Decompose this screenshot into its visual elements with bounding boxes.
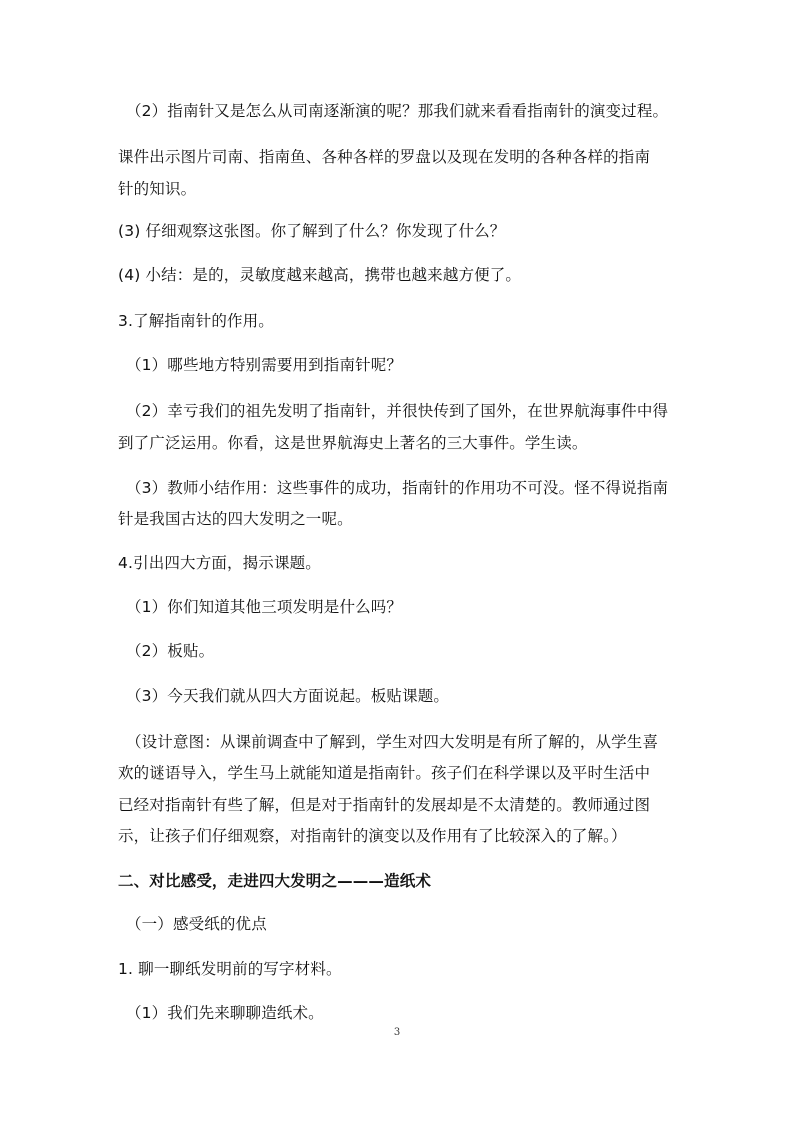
paragraph-line: （1）哪些地方特别需要用到指南针呢？ xyxy=(126,356,403,374)
section-heading: 3.了解指南针的作用。 xyxy=(118,312,274,330)
paragraph-line: 课件出示图片司南、指南鱼、各种各样的罗盘以及现在发明的各种各样的指南 xyxy=(118,148,651,166)
section-heading: 4.引出四大方面，揭示课题。 xyxy=(118,554,321,572)
paragraph-line: （1）你们知道其他三项发明是什么吗？ xyxy=(126,598,403,616)
paragraph-line: （3）教师小结作用：这些事件的成功，指南针的作用功不可没。怪不得说指南 xyxy=(126,479,669,497)
paragraph-line: （设计意图：从课前调查中了解到，学生对四大发明是有所了解的，从学生喜 xyxy=(126,733,659,751)
chapter-heading: 二、对比感受，走进四大发明之———造纸术 xyxy=(118,872,432,890)
paragraph-line: （2）指南针又是怎么从司南逐渐演的呢？那我们就来看看指南针的演变过程。 xyxy=(126,102,669,120)
paragraph-line: （1）我们先来聊聊造纸术。 xyxy=(126,1004,324,1022)
paragraph-line: 示，让孩子们仔细观察，对指南针的演变以及作用有了比较深入的了解。） xyxy=(118,827,627,845)
subsection-heading: （一）感受纸的优点 xyxy=(126,915,267,933)
section-heading: 1. 聊一聊纸发明前的写字材料。 xyxy=(118,960,342,978)
paragraph-line: 到了广泛运用。你看，这是世界航海史上著名的三大事件。学生读。 xyxy=(118,434,588,452)
paragraph-line: （3）今天我们就从四大方面说起。板贴课题。 xyxy=(126,687,450,705)
page-number: 3 xyxy=(393,1027,401,1038)
paragraph-line: 已经对指南针有些了解，但是对于指南针的发展却是不太清楚的。教师通过图 xyxy=(118,796,651,814)
paragraph-line: 针是我国古达的四大发明之一呢。 xyxy=(118,510,353,528)
paragraph-line: (3) 仔细观察这张图。你了解到了什么？你发现了什么？ xyxy=(118,222,506,240)
paragraph-line: 针的知识。 xyxy=(118,180,197,198)
paragraph-line: （2）板贴。 xyxy=(126,642,215,660)
paragraph-line: 欢的谜语导入，学生马上就能知道是指南针。孩子们在科学课以及平时生活中 xyxy=(118,764,651,782)
paragraph-line: (4) 小结：是的，灵敏度越来越高，携带也越来越方便了。 xyxy=(118,266,522,284)
paragraph-line: （2）幸亏我们的祖先发明了指南针，并很快传到了国外，在世界航海事件中得 xyxy=(126,402,669,420)
